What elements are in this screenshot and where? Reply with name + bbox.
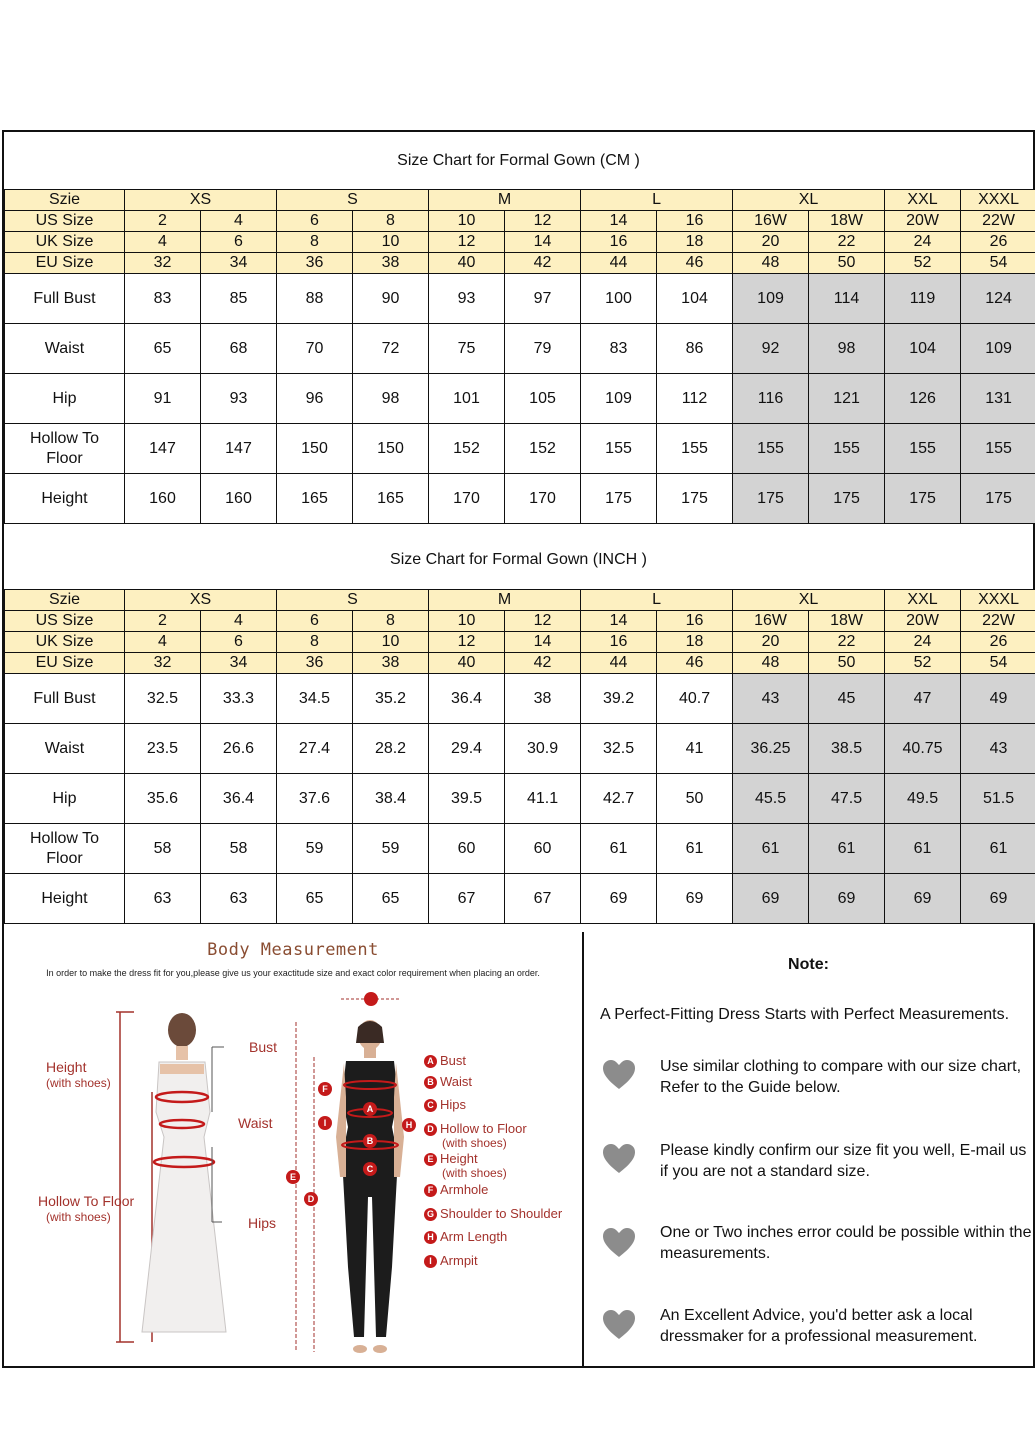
size-cell: 42 [505,253,581,274]
size-group-cell: XL [733,590,885,611]
size-cell: 16W [733,611,809,632]
measurement-cell: 98 [809,324,885,374]
size-cell: 48 [733,653,809,674]
measurement-cell: 165 [277,474,353,524]
inch-size-table [4,589,1035,924]
measurement-cell: 47.5 [809,774,885,824]
measurement-cell: 147 [201,424,277,474]
waist-row [5,324,1035,374]
measurement-cell: 126 [885,374,961,424]
size-cell: 18W [809,211,885,232]
size-cell: 10 [353,232,429,253]
marker-b: B [363,1134,377,1148]
note-item-1: Use similar clothing to compare with our size chart, Refer to the Guide below. [660,1058,1022,1096]
measurement-cell: 152 [505,424,581,474]
height-row [5,874,1035,924]
measurement-cell: 50 [657,774,733,824]
size-cell: 42 [505,653,581,674]
size-cell: 48 [733,253,809,274]
cm-chart-title: Size Chart for Formal Gown (CM ) [397,152,640,169]
measurement-cell: 43 [961,724,1035,774]
size-group-row [5,190,1035,211]
size-group-cell: XXL [885,590,961,611]
size-cell: 12 [505,211,581,232]
measurement-cell: 38.5 [809,724,885,774]
size-cell: 44 [581,253,657,274]
marker-f: F [318,1082,332,1096]
size-cell: 6 [201,232,277,253]
measurement-cell: 61 [581,824,657,874]
size-cell: 8 [353,211,429,232]
measurement-cell: 69 [657,874,733,924]
measurement-cell: 175 [961,474,1035,524]
size-cell: 8 [353,611,429,632]
measurement-cell: 93 [429,274,505,324]
size-cell: 20 [733,632,809,653]
note-item-4: An Excellent Advice, you'd better ask a local dressmaker for a professional measurement. [660,1307,978,1345]
measurement-cell: 58 [125,824,201,874]
size-cell: 32 [125,653,201,674]
size-chart-sheet [2,130,1035,1368]
row-label: Full Bust [5,674,125,724]
size-cell: 8 [277,632,353,653]
measurement-cell: 119 [885,274,961,324]
size-cell: 22W [961,211,1035,232]
dress-figure-illustration [104,1002,264,1362]
size-cell: 4 [201,611,277,632]
size-cell: 14 [581,211,657,232]
row-label: Hollow To Floor [5,424,125,474]
row-label: Waist [5,724,125,774]
size-cell: 8 [277,232,353,253]
measurement-cell: 165 [353,474,429,524]
size-cell: 40 [429,653,505,674]
body-measurement-panel [4,932,584,1368]
measurement-cell: 105 [505,374,581,424]
measurement-cell: 45.5 [733,774,809,824]
measurement-cell: 83 [125,274,201,324]
us-size-row [5,611,1035,632]
size-cell: 52 [885,653,961,674]
hollow-row [5,824,1035,874]
measurement-cell: 49 [961,674,1035,724]
measurement-cell: 109 [961,324,1035,374]
measurement-cell: 59 [353,824,429,874]
measurement-cell: 114 [809,274,885,324]
measurement-cell: 67 [429,874,505,924]
size-cell: 24 [885,232,961,253]
measurement-cell: 36.4 [429,674,505,724]
measurement-cell: 90 [353,274,429,324]
us-size-row [5,211,1035,232]
size-cell: 12 [429,632,505,653]
measurement-cell: 116 [733,374,809,424]
measurement-cell: 160 [125,474,201,524]
measurement-cell: 38 [505,674,581,724]
measurement-cell: 65 [277,874,353,924]
heart-icon [602,1060,636,1090]
size-group-cell: S [277,590,429,611]
measurement-cell: 104 [885,324,961,374]
size-cell: 54 [961,253,1035,274]
measurement-cell: 47 [885,674,961,724]
measurement-cell: 92 [733,324,809,374]
measurement-cell: 65 [353,874,429,924]
note-intro: A Perfect-Fitting Dress Starts with Perfect Measurements. [600,1006,1010,1023]
measurement-cell: 170 [429,474,505,524]
size-group-cell: XL [733,190,885,211]
row-label: EU Size [5,253,125,274]
size-cell: 44 [581,653,657,674]
size-cell: 16 [581,232,657,253]
measurement-cell: 40.75 [885,724,961,774]
row-label: EU Size [5,653,125,674]
size-group-cell: L [581,590,733,611]
size-cell: 36 [277,253,353,274]
measurement-cell: 36.4 [201,774,277,824]
measurement-cell: 68 [201,324,277,374]
size-group-cell: XXL [885,190,961,211]
measurement-cell: 160 [201,474,277,524]
measurement-cell: 152 [429,424,505,474]
note-item-2: Please kindly confirm our size fit you well, E-mail us if you are not a standard size. [660,1142,1027,1180]
size-cell: 2 [125,611,201,632]
size-cell: 22 [809,632,885,653]
measurement-cell: 39.2 [581,674,657,724]
size-cell: 36 [277,653,353,674]
measurement-cell: 38.4 [353,774,429,824]
legend-c: C Hips [424,1098,466,1112]
measurement-cell: 37.6 [277,774,353,824]
measurement-cell: 26.6 [201,724,277,774]
measurement-cell: 32.5 [581,724,657,774]
row-label: Szie [5,590,125,611]
measurement-cell: 109 [733,274,809,324]
size-cell: 22W [961,611,1035,632]
measurement-cell: 170 [505,474,581,524]
size-cell: 2 [125,211,201,232]
row-label: Full Bust [5,274,125,324]
size-cell: 32 [125,253,201,274]
measurement-cell: 155 [733,424,809,474]
bust-label: Bust [249,1039,278,1055]
legend-g: G Shoulder to Shoulder [424,1207,562,1221]
size-cell: 34 [201,253,277,274]
measurement-cell: 83 [581,324,657,374]
measurement-cell: 63 [125,874,201,924]
measurement-cell: 39.5 [429,774,505,824]
measurement-cell: 36.25 [733,724,809,774]
measurement-cell: 97 [505,274,581,324]
size-cell: 18 [657,232,733,253]
measurement-cell: 150 [353,424,429,474]
marker-c: C [363,1162,377,1176]
size-group-cell: XXXL [961,190,1035,211]
size-cell: 52 [885,253,961,274]
measurement-cell: 61 [885,824,961,874]
size-group-cell: S [277,190,429,211]
eu-size-row [5,653,1035,674]
measurement-cell: 175 [885,474,961,524]
marker-i: I [318,1116,332,1130]
measurement-cell: 58 [201,824,277,874]
size-cell: 10 [429,611,505,632]
measurement-cell: 61 [733,824,809,874]
size-group-cell: XS [125,190,277,211]
note-title: Note: [788,956,829,973]
size-cell: 22 [809,232,885,253]
heart-icon [602,1144,636,1174]
measurement-cell: 69 [581,874,657,924]
measurement-cell: 27.4 [277,724,353,774]
row-label: Waist [5,324,125,374]
measurement-cell: 29.4 [429,724,505,774]
size-group-cell: M [429,190,581,211]
hollow-to-floor-label: Hollow To Floor (with shoes) [38,1193,135,1224]
bust-row [5,274,1035,324]
row-label: Height [5,874,125,924]
measurement-cell: 155 [885,424,961,474]
measurement-cell: 43 [733,674,809,724]
measurement-cell: 69 [885,874,961,924]
size-cell: 26 [961,632,1035,653]
heart-icon [602,1228,636,1258]
measurement-cell: 112 [657,374,733,424]
marker-e: E [286,1170,300,1184]
measurement-cell: 131 [961,374,1035,424]
measurement-cell: 41.1 [505,774,581,824]
size-cell: 26 [961,232,1035,253]
measurement-cell: 65 [125,324,201,374]
uk-size-row [5,632,1035,653]
legend-f: F Armhole [424,1183,488,1197]
measurement-cell: 147 [125,424,201,474]
size-cell: 18W [809,611,885,632]
measurement-cell: 121 [809,374,885,424]
row-label: US Size [5,211,125,232]
size-cell: 10 [429,211,505,232]
row-label: UK Size [5,232,125,253]
size-cell: 4 [125,232,201,253]
size-cell: 20W [885,611,961,632]
size-group-cell: XS [125,590,277,611]
measurement-cell: 63 [201,874,277,924]
size-cell: 50 [809,253,885,274]
measurement-cell: 175 [733,474,809,524]
measurement-cell: 124 [961,274,1035,324]
measurement-cell: 35.2 [353,674,429,724]
measurement-cell: 61 [809,824,885,874]
size-group-cell: XXXL [961,590,1035,611]
measurement-cell: 86 [657,324,733,374]
note-item-3: One or Two inches error could be possible within the measurements. [660,1224,1032,1262]
measurement-cell: 88 [277,274,353,324]
measurement-cell: 61 [961,824,1035,874]
size-cell: 16W [733,211,809,232]
measurement-cell: 45 [809,674,885,724]
measurement-cell: 28.2 [353,724,429,774]
measurement-cell: 42.7 [581,774,657,824]
size-cell: 6 [277,611,353,632]
size-cell: 12 [505,611,581,632]
measurement-cell: 93 [201,374,277,424]
size-cell: 46 [657,253,733,274]
measurement-cell: 40.7 [657,674,733,724]
size-group-cell: M [429,590,581,611]
row-label: US Size [5,611,125,632]
size-cell: 54 [961,653,1035,674]
measurement-cell: 41 [657,724,733,774]
measurement-cell: 79 [505,324,581,374]
bust-row [5,674,1035,724]
size-cell: 40 [429,253,505,274]
height-row [5,474,1035,524]
body-figure-illustration [286,987,422,1362]
size-cell: 16 [657,211,733,232]
measurement-cell: 98 [353,374,429,424]
measurement-cell: 30.9 [505,724,581,774]
size-cell: 20 [733,232,809,253]
row-label: UK Size [5,632,125,653]
size-cell: 18 [657,632,733,653]
measurement-cell: 104 [657,274,733,324]
measurement-cell: 150 [277,424,353,474]
heart-icon [602,1310,636,1340]
row-label: Szie [5,190,125,211]
measurement-cell: 155 [809,424,885,474]
measurement-cell: 155 [657,424,733,474]
measurement-cell: 69 [809,874,885,924]
measurement-cell: 69 [961,874,1035,924]
measurement-cell: 60 [429,824,505,874]
measurement-cell: 155 [581,424,657,474]
size-group-cell: L [581,190,733,211]
measurement-cell: 72 [353,324,429,374]
legend-i: I Armpit [424,1254,478,1268]
size-cell: 38 [353,653,429,674]
measurement-cell: 59 [277,824,353,874]
measurement-cell: 69 [733,874,809,924]
eu-size-row [5,253,1035,274]
waist-row [5,724,1035,774]
measurement-cell: 175 [581,474,657,524]
legend-b: B Waist [424,1075,472,1089]
lower-section [4,932,1033,1368]
measurement-cell: 67 [505,874,581,924]
measurement-cell: 75 [429,324,505,374]
size-cell: 16 [657,611,733,632]
row-label: Hollow To Floor [5,824,125,874]
hip-row [5,374,1035,424]
size-cell: 46 [657,653,733,674]
size-cell: 14 [505,632,581,653]
size-group-row [5,590,1035,611]
measurement-cell: 109 [581,374,657,424]
height-label: Height (with shoes) [46,1059,111,1090]
hips-label: Hips [248,1215,277,1231]
measurement-cell: 32.5 [125,674,201,724]
row-label: Hip [5,374,125,424]
size-cell: 20W [885,211,961,232]
measurement-cell: 35.6 [125,774,201,824]
measurement-cell: 51.5 [961,774,1035,824]
row-label: Hip [5,774,125,824]
hollow-row [5,424,1035,474]
marker-h: H [402,1118,416,1132]
body-measurement-title: Body Measurement [207,940,379,960]
size-cell: 14 [581,611,657,632]
measurement-cell: 91 [125,374,201,424]
measurement-cell: 175 [657,474,733,524]
measurement-cell: 85 [201,274,277,324]
measurement-cell: 33.3 [201,674,277,724]
measurement-cell: 49.5 [885,774,961,824]
measurement-cell: 101 [429,374,505,424]
size-cell: 34 [201,653,277,674]
legend-a: A Bust [424,1054,466,1068]
size-cell: 50 [809,653,885,674]
measurement-cell: 175 [809,474,885,524]
waist-label: Waist [238,1115,273,1131]
body-measurement-subtitle: In order to make the dress fit for you,please give us your exactitude size and exact color requirement when placing an order. [46,968,540,978]
measurement-cell: 60 [505,824,581,874]
measurement-cell: 155 [961,424,1035,474]
measurement-cell: 100 [581,274,657,324]
inch-chart-title: Size Chart for Formal Gown (INCH ) [390,551,647,568]
size-cell: 6 [201,632,277,653]
uk-size-row [5,232,1035,253]
marker-d: D [304,1192,318,1206]
legend-h: H Arm Length [424,1230,507,1244]
measurement-cell: 34.5 [277,674,353,724]
size-cell: 38 [353,253,429,274]
marker-a: A [363,1102,377,1116]
row-label: Height [5,474,125,524]
size-cell: 14 [505,232,581,253]
measurement-cell: 96 [277,374,353,424]
size-cell: 16 [581,632,657,653]
size-cell: 6 [277,211,353,232]
measurement-cell: 61 [657,824,733,874]
size-cell: 12 [429,232,505,253]
size-cell: 4 [201,211,277,232]
size-cell: 4 [125,632,201,653]
legend-d: D Hollow to Floor (with shoes) [424,1122,527,1150]
measurement-cell: 23.5 [125,724,201,774]
size-cell: 10 [353,632,429,653]
note-panel [584,932,1033,1368]
measurement-cell: 70 [277,324,353,374]
hip-row [5,774,1035,824]
legend-e: E Height (with shoes) [424,1152,507,1180]
cm-size-table [4,189,1035,524]
size-cell: 24 [885,632,961,653]
